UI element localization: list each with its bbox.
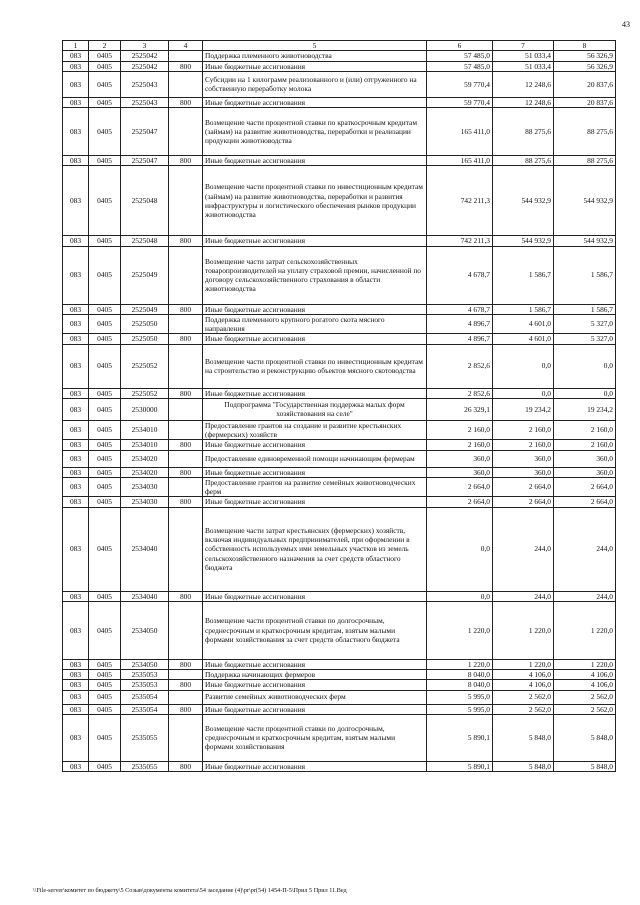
cell-subsection: 0405 [89, 314, 121, 334]
cell-expense-type: 800 [169, 704, 203, 714]
header-cell: 2 [89, 41, 121, 51]
cell-amount-2: 4 106,0 [493, 680, 554, 690]
cell-name: Иные бюджетные ассигнования [203, 591, 427, 601]
cell-expense-type [169, 690, 203, 704]
header-cell: 3 [121, 41, 169, 51]
table-row [63, 670, 616, 680]
table-row [63, 156, 616, 166]
table-row [63, 61, 616, 71]
cell-target-code: 2525052 [121, 388, 169, 398]
header-cell: 8 [554, 41, 616, 51]
cell-amount-3: 0,0 [554, 344, 616, 388]
cell-amount-2: 244,0 [493, 507, 554, 591]
cell-amount-3: 5 848,0 [554, 714, 616, 761]
cell-name: Возмещение части процентной ставки по инвестиционным кредитам на строительство и реконструкцию объектов мясного скотоводства [203, 344, 427, 388]
cell-name: Иные бюджетные ассигнования [203, 236, 427, 246]
cell-expense-type: 800 [169, 156, 203, 166]
cell-amount-1: 1 220,0 [427, 659, 493, 669]
cell-subsection: 0405 [89, 659, 121, 669]
cell-expense-type [169, 314, 203, 334]
cell-amount-2: 1 586,7 [493, 304, 554, 314]
cell-section: 083 [63, 659, 89, 669]
cell-amount-2: 4 601,0 [493, 334, 554, 344]
cell-section: 083 [63, 334, 89, 344]
cell-amount-3: 1 220,0 [554, 601, 616, 659]
cell-amount-2: 12 248,6 [493, 97, 554, 107]
table-row [63, 690, 616, 704]
cell-expense-type: 800 [169, 761, 203, 771]
table-row [63, 680, 616, 690]
cell-expense-type: 800 [169, 680, 203, 690]
cell-amount-3: 544 932,9 [554, 166, 616, 236]
cell-subsection: 0405 [89, 670, 121, 680]
cell-target-code: 2525047 [121, 108, 169, 156]
cell-section: 083 [63, 601, 89, 659]
cell-amount-3: 88 275,6 [554, 108, 616, 156]
cell-amount-2: 51 033,4 [493, 51, 554, 61]
cell-target-code: 2525050 [121, 314, 169, 334]
cell-expense-type: 800 [169, 659, 203, 669]
cell-amount-3: 88 275,6 [554, 156, 616, 166]
cell-amount-3: 360,0 [554, 450, 616, 467]
table-row [63, 659, 616, 669]
cell-name: Иные бюджетные ассигнования [203, 388, 427, 398]
cell-section: 083 [63, 670, 89, 680]
cell-amount-1: 26 329,1 [427, 398, 493, 420]
cell-target-code: 2534010 [121, 420, 169, 440]
cell-amount-2: 2 562,0 [493, 690, 554, 704]
cell-section: 083 [63, 690, 89, 704]
cell-expense-type: 800 [169, 334, 203, 344]
cell-target-code: 2534040 [121, 507, 169, 591]
budget-table [62, 40, 616, 772]
cell-expense-type [169, 246, 203, 304]
cell-expense-type: 800 [169, 304, 203, 314]
cell-section: 083 [63, 761, 89, 771]
cell-amount-2: 544 932,9 [493, 236, 554, 246]
cell-name: Поддержка племенного животноводства [203, 51, 427, 61]
cell-amount-1: 2 852,6 [427, 344, 493, 388]
cell-target-code: 2534040 [121, 591, 169, 601]
cell-section: 083 [63, 304, 89, 314]
cell-amount-1: 5 890,1 [427, 761, 493, 771]
cell-subsection: 0405 [89, 61, 121, 71]
cell-target-code: 2535054 [121, 704, 169, 714]
cell-amount-1: 2 160,0 [427, 440, 493, 450]
cell-amount-1: 5 995,0 [427, 704, 493, 714]
cell-subsection: 0405 [89, 388, 121, 398]
cell-amount-2: 2 160,0 [493, 420, 554, 440]
cell-name: Иные бюджетные ассигнования [203, 704, 427, 714]
cell-subsection: 0405 [89, 97, 121, 107]
cell-amount-3: 0,0 [554, 388, 616, 398]
cell-amount-2: 1 220,0 [493, 601, 554, 659]
cell-amount-1: 59 770,4 [427, 71, 493, 97]
cell-section: 083 [63, 71, 89, 97]
cell-expense-type: 800 [169, 440, 203, 450]
cell-amount-1: 2 664,0 [427, 497, 493, 507]
table-row [63, 166, 616, 236]
cell-expense-type [169, 71, 203, 97]
cell-subsection: 0405 [89, 236, 121, 246]
table-row [63, 467, 616, 477]
cell-amount-2: 4 601,0 [493, 314, 554, 334]
header-cell: 6 [427, 41, 493, 51]
cell-amount-3: 4 106,0 [554, 680, 616, 690]
cell-target-code: 2525050 [121, 334, 169, 344]
table-row [63, 246, 616, 304]
cell-amount-1: 0,0 [427, 591, 493, 601]
cell-section: 083 [63, 477, 89, 497]
cell-section: 083 [63, 420, 89, 440]
cell-amount-3: 2 664,0 [554, 477, 616, 497]
cell-name: Иные бюджетные ассигнования [203, 304, 427, 314]
cell-amount-1: 5 995,0 [427, 690, 493, 704]
cell-expense-type [169, 344, 203, 388]
cell-amount-2: 19 234,2 [493, 398, 554, 420]
cell-amount-1: 57 485,0 [427, 61, 493, 71]
cell-amount-1: 57 485,0 [427, 51, 493, 61]
cell-name: Возмещение части процентной ставки по долгосрочным, среднесрочным и краткосрочным кредитам, взятым малыми формами хозяйствования за счет средств областного бюджета [203, 601, 427, 659]
cell-subsection: 0405 [89, 450, 121, 467]
cell-name: Возмещение части затрат крестьянских (фермерских) хозяйств, включая индивидуальных предпринимателей, при оформлении в собственность используемых ими земельных участков из земель сельскохозяйственного назначения за счет средств областного бюджета [203, 507, 427, 591]
cell-expense-type [169, 420, 203, 440]
cell-amount-3: 544 932,9 [554, 236, 616, 246]
cell-expense-type: 800 [169, 236, 203, 246]
table-row [63, 344, 616, 388]
cell-name: Предоставление грантов на развитие семейных животноводческих ферм [203, 477, 427, 497]
cell-subsection: 0405 [89, 246, 121, 304]
cell-expense-type: 800 [169, 388, 203, 398]
cell-amount-3: 360,0 [554, 467, 616, 477]
cell-amount-1: 4 678,7 [427, 246, 493, 304]
table-row [63, 304, 616, 314]
cell-section: 083 [63, 97, 89, 107]
cell-name: Иные бюджетные ассигнования [203, 440, 427, 450]
cell-expense-type: 800 [169, 97, 203, 107]
cell-target-code: 2525049 [121, 304, 169, 314]
cell-amount-3: 20 837,6 [554, 97, 616, 107]
table-row [63, 507, 616, 591]
cell-subsection: 0405 [89, 477, 121, 497]
cell-name: Субсидии на 1 килограмм реализованного и (или) отгруженного на собственную переработку молока [203, 71, 427, 97]
cell-expense-type: 800 [169, 61, 203, 71]
cell-amount-2: 360,0 [493, 450, 554, 467]
cell-amount-1: 165 411,0 [427, 108, 493, 156]
cell-amount-3: 1 586,7 [554, 246, 616, 304]
cell-name: Иные бюджетные ассигнования [203, 680, 427, 690]
cell-name: Поддержка племенного крупного рогатого скота мясного направления [203, 314, 427, 334]
cell-amount-1: 0,0 [427, 507, 493, 591]
cell-amount-3: 5 327,0 [554, 334, 616, 344]
cell-target-code: 2525042 [121, 51, 169, 61]
cell-amount-2: 2 664,0 [493, 477, 554, 497]
table-row [63, 440, 616, 450]
cell-amount-2: 2 664,0 [493, 497, 554, 507]
cell-subsection: 0405 [89, 156, 121, 166]
cell-target-code: 2525043 [121, 71, 169, 97]
cell-target-code: 2525042 [121, 61, 169, 71]
table-row [63, 236, 616, 246]
file-path-footer: \\File-server\комитет по бюджету\5 Созыв\документы комитета\54 заседание (4)\pr\pr(54) 1454-П-5\Прил 5 Прил 11.Вед [33, 887, 347, 894]
cell-amount-2: 12 248,6 [493, 71, 554, 97]
cell-amount-2: 1 586,7 [493, 246, 554, 304]
cell-subsection: 0405 [89, 420, 121, 440]
cell-amount-2: 88 275,6 [493, 156, 554, 166]
table-header-row [63, 41, 616, 51]
cell-section: 083 [63, 388, 89, 398]
cell-subsection: 0405 [89, 344, 121, 388]
cell-amount-3: 5 327,0 [554, 314, 616, 334]
cell-target-code: 2534020 [121, 467, 169, 477]
cell-section: 083 [63, 467, 89, 477]
cell-amount-3: 2 562,0 [554, 690, 616, 704]
cell-amount-3: 56 326,9 [554, 51, 616, 61]
cell-section: 083 [63, 591, 89, 601]
cell-amount-1: 742 211,3 [427, 236, 493, 246]
cell-section: 083 [63, 680, 89, 690]
cell-amount-3: 19 234,2 [554, 398, 616, 420]
cell-amount-3: 5 848,0 [554, 761, 616, 771]
cell-expense-type [169, 166, 203, 236]
cell-name: Возмещение части процентной ставки по долгосрочным, среднесрочным и краткосрочным кредитам, взятым малыми формами хозяйствования [203, 714, 427, 761]
cell-section: 083 [63, 314, 89, 334]
cell-subsection: 0405 [89, 398, 121, 420]
cell-amount-2: 544 932,9 [493, 166, 554, 236]
cell-name: Подпрограмма "Государственная поддержка малых форм хозяйствования на селе" [203, 398, 427, 420]
table-row [63, 71, 616, 97]
cell-amount-3: 56 326,9 [554, 61, 616, 71]
cell-amount-3: 20 837,6 [554, 71, 616, 97]
cell-subsection: 0405 [89, 714, 121, 761]
cell-amount-1: 8 040,0 [427, 680, 493, 690]
table-row [63, 97, 616, 107]
cell-amount-3: 4 106,0 [554, 670, 616, 680]
cell-expense-type [169, 398, 203, 420]
cell-amount-2: 0,0 [493, 344, 554, 388]
cell-name: Развитие семейных животноводческих ферм [203, 690, 427, 704]
cell-amount-1: 5 890,1 [427, 714, 493, 761]
cell-name: Иные бюджетные ассигнования [203, 156, 427, 166]
cell-section: 083 [63, 61, 89, 71]
cell-section: 083 [63, 51, 89, 61]
cell-amount-2: 360,0 [493, 467, 554, 477]
cell-target-code: 2534030 [121, 497, 169, 507]
cell-section: 083 [63, 398, 89, 420]
cell-amount-1: 2 852,6 [427, 388, 493, 398]
table-row [63, 450, 616, 467]
cell-amount-2: 51 033,4 [493, 61, 554, 71]
cell-amount-2: 4 106,0 [493, 670, 554, 680]
cell-amount-2: 0,0 [493, 388, 554, 398]
cell-target-code: 2530000 [121, 398, 169, 420]
cell-subsection: 0405 [89, 440, 121, 450]
table-row [63, 704, 616, 714]
cell-section: 083 [63, 156, 89, 166]
cell-subsection: 0405 [89, 601, 121, 659]
cell-name: Иные бюджетные ассигнования [203, 761, 427, 771]
table-row [63, 334, 616, 344]
cell-name: Возмещение части затрат сельскохозяйственных товаропроизводителей на уплату страховой премии, начисленной по договору сельскохозяйственного страхования в области животноводства [203, 246, 427, 304]
header-cell: 1 [63, 41, 89, 51]
table-row [63, 497, 616, 507]
cell-amount-1: 2 160,0 [427, 420, 493, 440]
cell-name: Иные бюджетные ассигнования [203, 334, 427, 344]
cell-name: Возмещение части процентной ставки по инвестиционным кредитам (займам) на развитие животноводства, переработки и развития инфраструктуры и логистического обеспечения рынков продукции животноводства [203, 166, 427, 236]
cell-subsection: 0405 [89, 497, 121, 507]
cell-expense-type [169, 108, 203, 156]
cell-expense-type [169, 601, 203, 659]
cell-expense-type [169, 477, 203, 497]
cell-subsection: 0405 [89, 761, 121, 771]
cell-amount-2: 244,0 [493, 591, 554, 601]
cell-amount-1: 165 411,0 [427, 156, 493, 166]
table-row [63, 420, 616, 440]
cell-name: Иные бюджетные ассигнования [203, 497, 427, 507]
cell-target-code: 2535055 [121, 714, 169, 761]
table-row [63, 388, 616, 398]
cell-amount-3: 2 562,0 [554, 704, 616, 714]
table-row [63, 314, 616, 334]
cell-section: 083 [63, 714, 89, 761]
cell-amount-3: 244,0 [554, 591, 616, 601]
table-row [63, 601, 616, 659]
cell-amount-3: 2 160,0 [554, 420, 616, 440]
cell-target-code: 2525052 [121, 344, 169, 388]
cell-section: 083 [63, 497, 89, 507]
cell-amount-1: 360,0 [427, 467, 493, 477]
header-cell: 5 [203, 41, 427, 51]
cell-amount-2: 88 275,6 [493, 108, 554, 156]
table-row [63, 591, 616, 601]
cell-subsection: 0405 [89, 591, 121, 601]
cell-subsection: 0405 [89, 690, 121, 704]
cell-name: Возмещение части процентной ставки по краткосрочным кредитам (займам) на развитие животноводства, переработки и реализации продукции животноводства [203, 108, 427, 156]
cell-target-code: 2525047 [121, 156, 169, 166]
cell-amount-1: 4 896,7 [427, 314, 493, 334]
cell-subsection: 0405 [89, 467, 121, 477]
cell-name: Иные бюджетные ассигнования [203, 467, 427, 477]
cell-target-code: 2525049 [121, 246, 169, 304]
table-row [63, 761, 616, 771]
cell-amount-2: 1 220,0 [493, 659, 554, 669]
cell-amount-1: 1 220,0 [427, 601, 493, 659]
cell-amount-3: 1 220,0 [554, 659, 616, 669]
cell-section: 083 [63, 344, 89, 388]
cell-target-code: 2534010 [121, 440, 169, 450]
cell-section: 083 [63, 450, 89, 467]
cell-amount-3: 244,0 [554, 507, 616, 591]
cell-name: Иные бюджетные ассигнования [203, 61, 427, 71]
cell-expense-type: 800 [169, 591, 203, 601]
cell-name: Иные бюджетные ассигнования [203, 659, 427, 669]
cell-expense-type [169, 714, 203, 761]
cell-section: 083 [63, 440, 89, 450]
cell-name: Предоставление единовременной помощи начинающим фермерам [203, 450, 427, 467]
cell-target-code: 2525043 [121, 97, 169, 107]
cell-name: Поддержка начинающих фермеров [203, 670, 427, 680]
cell-subsection: 0405 [89, 304, 121, 314]
cell-target-code: 2535055 [121, 761, 169, 771]
cell-expense-type [169, 450, 203, 467]
cell-amount-1: 742 211,3 [427, 166, 493, 236]
cell-expense-type [169, 507, 203, 591]
cell-target-code: 2534050 [121, 601, 169, 659]
cell-amount-2: 5 848,0 [493, 714, 554, 761]
cell-amount-1: 59 770,4 [427, 97, 493, 107]
cell-expense-type [169, 51, 203, 61]
cell-amount-1: 2 664,0 [427, 477, 493, 497]
cell-amount-2: 2 562,0 [493, 704, 554, 714]
table-row [63, 477, 616, 497]
page-number: 43 [622, 20, 630, 29]
cell-subsection: 0405 [89, 704, 121, 714]
cell-section: 083 [63, 166, 89, 236]
cell-section: 083 [63, 704, 89, 714]
cell-target-code: 2534050 [121, 659, 169, 669]
cell-subsection: 0405 [89, 71, 121, 97]
cell-subsection: 0405 [89, 166, 121, 236]
cell-amount-3: 2 160,0 [554, 440, 616, 450]
cell-expense-type [169, 670, 203, 680]
cell-expense-type: 800 [169, 467, 203, 477]
cell-name: Предоставление грантов на создание и развитие крестьянских (фермерских) хозяйств [203, 420, 427, 440]
cell-subsection: 0405 [89, 334, 121, 344]
cell-target-code: 2525048 [121, 166, 169, 236]
cell-subsection: 0405 [89, 680, 121, 690]
header-cell: 4 [169, 41, 203, 51]
cell-section: 083 [63, 507, 89, 591]
cell-target-code: 2535053 [121, 680, 169, 690]
table-row [63, 398, 616, 420]
cell-target-code: 2535054 [121, 690, 169, 704]
cell-amount-1: 8 040,0 [427, 670, 493, 680]
cell-amount-1: 4 678,7 [427, 304, 493, 314]
cell-amount-1: 360,0 [427, 450, 493, 467]
cell-section: 083 [63, 246, 89, 304]
cell-subsection: 0405 [89, 108, 121, 156]
cell-amount-1: 4 896,7 [427, 334, 493, 344]
header-cell: 7 [493, 41, 554, 51]
cell-target-code: 2535053 [121, 670, 169, 680]
cell-target-code: 2534020 [121, 450, 169, 467]
cell-section: 083 [63, 108, 89, 156]
cell-name: Иные бюджетные ассигнования [203, 97, 427, 107]
cell-subsection: 0405 [89, 51, 121, 61]
table-row [63, 108, 616, 156]
cell-section: 083 [63, 236, 89, 246]
cell-expense-type: 800 [169, 497, 203, 507]
table-row [63, 51, 616, 61]
cell-amount-3: 2 664,0 [554, 497, 616, 507]
table-row [63, 714, 616, 761]
cell-target-code: 2534030 [121, 477, 169, 497]
cell-amount-2: 5 848,0 [493, 761, 554, 771]
cell-amount-3: 1 586,7 [554, 304, 616, 314]
cell-subsection: 0405 [89, 507, 121, 591]
cell-amount-2: 2 160,0 [493, 440, 554, 450]
cell-target-code: 2525048 [121, 236, 169, 246]
